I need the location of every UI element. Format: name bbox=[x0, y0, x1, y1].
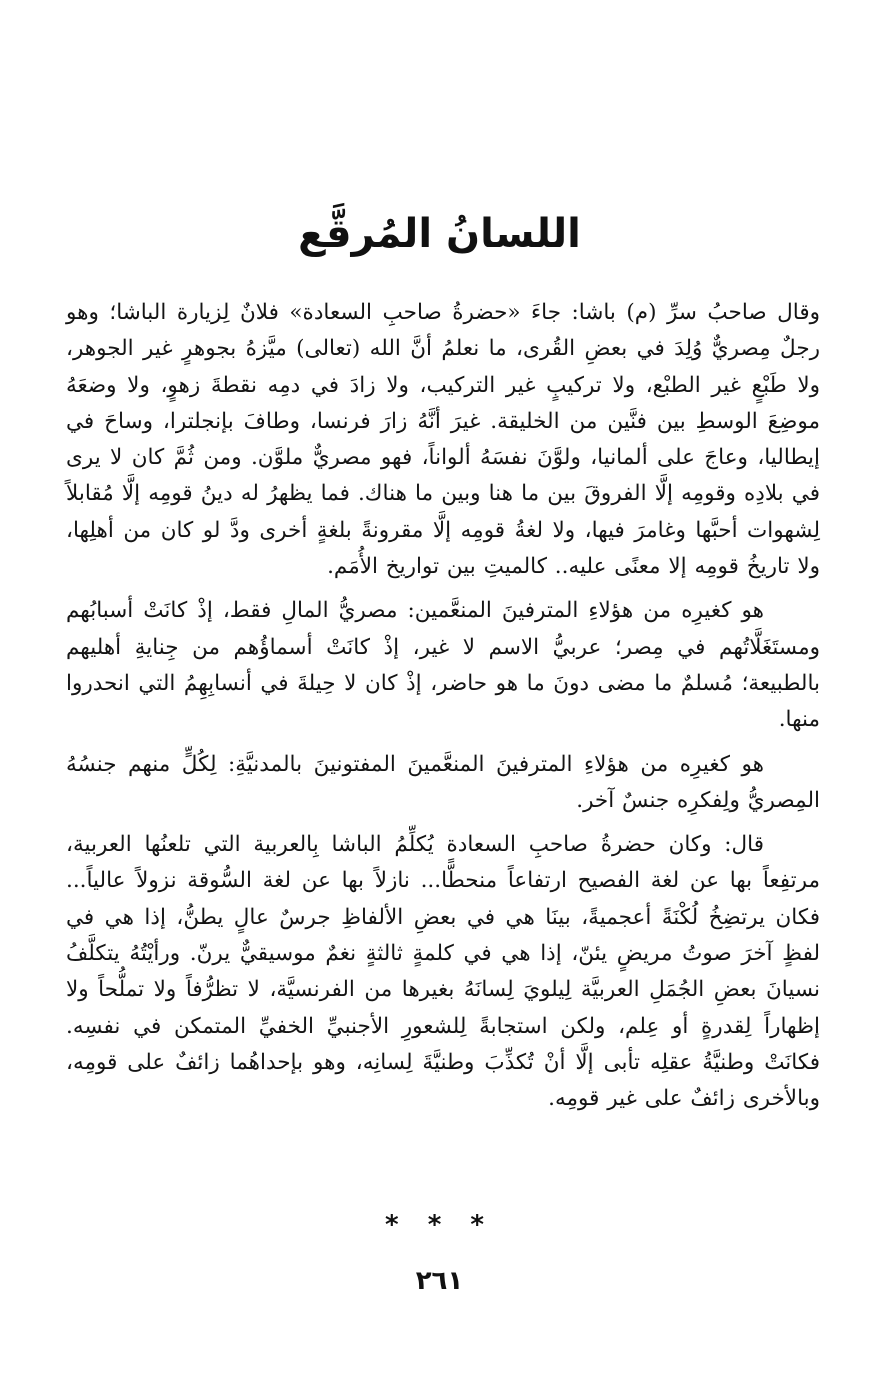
chapter-title: اللسانُ المُرقَّع bbox=[298, 211, 581, 257]
paragraph-3: هو كغيرِه من هؤلاءِ المترفينَ المنعَّمينَ المفتونينَ بالمدنيَّةِ: لِكُلٍّ منهم جنسُهُ المِصريُّ ولِفكرِه جنسٌ آخر. bbox=[66, 751, 820, 813]
page-number: ٢٦١ bbox=[415, 1266, 464, 1296]
paragraph-2: هو كغيرِه من هؤلاءِ المترفينَ المنعَّمين: مصريُّ المالِ فقط، إذْ كانَتْ أسبابُهم ومستَغَلَّاتُهم في مِصر؛ عربيُّ الاسم لا غير، إذْ كانَتْ أسماؤُهم من جِنايةِ أهليهم بالطبيعة؛ مُسلمٌ ما مضى دونَ ما هو حاضر، إذْ كان لا حِيلةَ في أنسابِهِمُ التي انحدروا منها. bbox=[66, 598, 820, 733]
paragraph-1: وقال صاحبُ سرِّ (م) باشا: جاءَ «حضرةُ صاحبِ السعادة» فلانٌ لِزيارة الباشا؛ وهو رجلٌ مِصريٌّ وُلِدَ في بعضِ القُرى، ما نعلمُ أنَّ الله (تعالى) ميَّزهُ بجوهرٍ غير الجوهر، ولا طَبْعٍ غير الطبْع، ولا تركيبٍ غير التركيب، ولا زادَ في دمِه نقطةَ زهوٍ، ولا وضعَهُ موضِعَ الوسطِ بين فنَّين من الخليقة. غيرَ أنَّهُ زارَ فرنسا، وطافَ بإنجلترا، وساحَ في إيطاليا، وعاجَ على ألمانيا، ولوَّنَ نفسَهُ ألواناً، فهو مصريٌّ ملوَّن. ومن ثُمَّ كان لا يرى في بلادِه وقومِه إلَّا الفروقَ بين ما هنا وبين ما هناك. فما يظهرُ له دينُ قومِه إلَّا مُقابلاً لِشهوات أحبَّها وغامرَ فيها، ولا لغةُ قومِه إلَّا مقرونةً بلغةٍ أخرى ودَّ لو كان من أهلِها، ولا تاريخُ قومِه إلا معنًى عليه.. كالميتِ بين تواريخ الأُمَم. bbox=[66, 300, 820, 580]
body-text bbox=[66, 295, 820, 1118]
section-separator: * * * bbox=[385, 1210, 494, 1240]
paragraph-4: قال: وكان حضرةُ صاحبِ السعادة يُكلِّمُ الباشا بِالعربية التي تلعنُها العربية، مرتفِعاً بها عن لغة الفصيح ارتفاعاً منحطًّا... نازلاً بها عن لغة السُّوقة نزولاً عالياً... فكان يرتضِخُ لُكْنَةً أعجميةً، بينَا هي في بعضِ الألفاظِ جرسٌ عالٍ يطنُّ، إذا هي في لفظٍ آخرَ صوتُ مريضٍ يئنّ، إذا هي في كلمةٍ ثالثةٍ نغمٌ موسيقيٌّ يرنّ. ورأيْتُهُ يتكلَّفُ نسيانَ بعضِ الجُمَلِ العربيَّة لِيلويَ لِسانَهُ بغيرها من الفرنسيَّة، لا تظرُّفاً ولا تملُّحاً ولا إظهاراً لِقدرةٍ أو عِلم، ولكن استجابةً لِلشعورِ الأجنبيِّ الخفيِّ المتمكن في نفسِه. فكانَتْ وطنيَّةُ عقلِه تأبى إلَّا أنْ تُكذِّبَ وطنيَّةَ لِسانِه، وهو بإحداهُما زائفٌ على قومِه، وبالأخرى زائفٌ على غير قومِه. bbox=[66, 832, 820, 1112]
